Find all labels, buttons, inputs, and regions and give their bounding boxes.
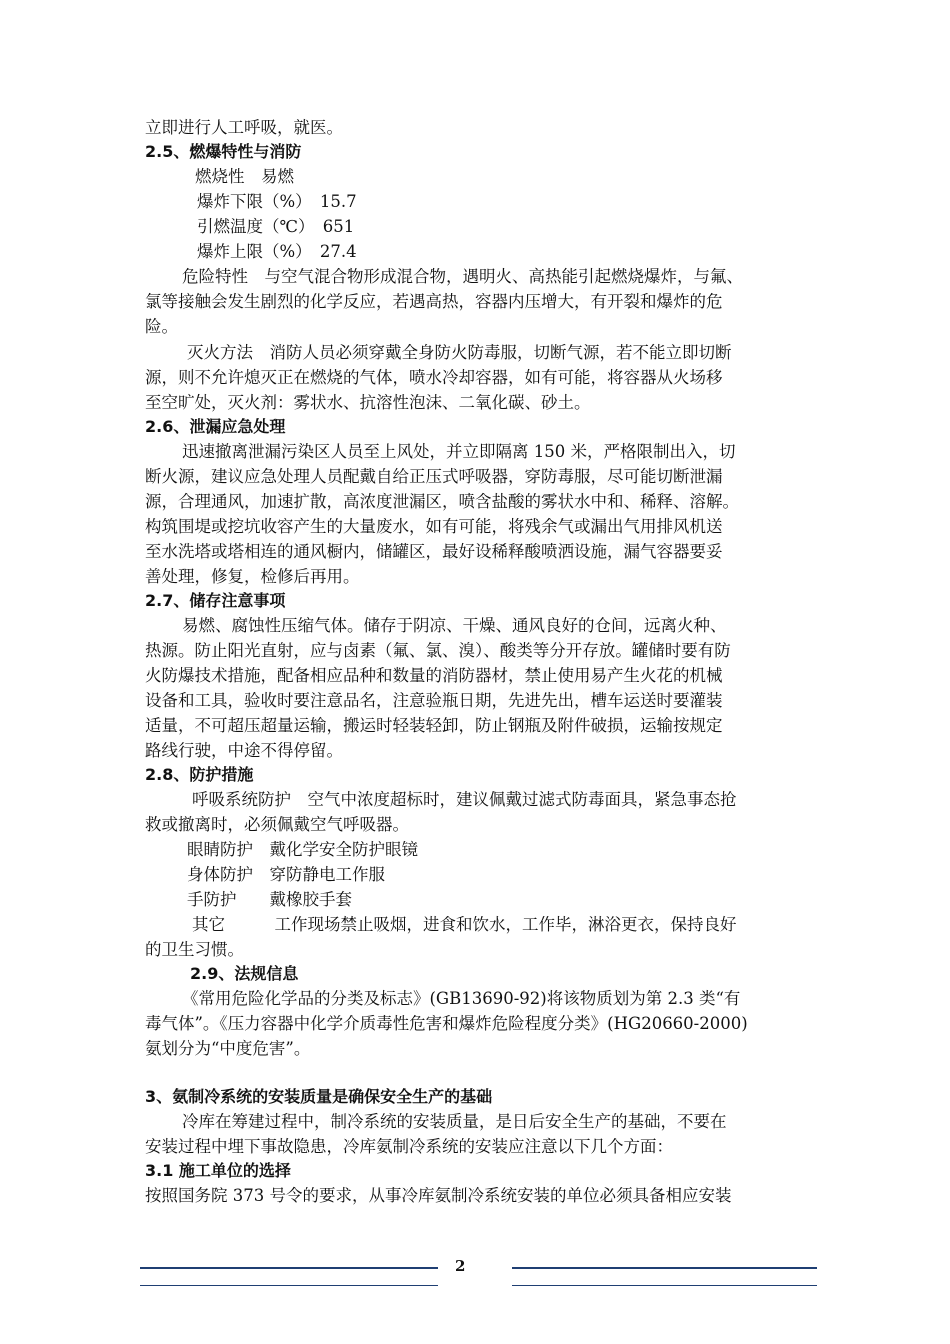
section-heading: 2.5、燃爆特性与消防 xyxy=(145,142,302,161)
text-line: 冷库在筹建过程中，制冷系统的安装质量，是日后安全生产的基础，不要在 xyxy=(182,1112,727,1131)
text-line: 按照国务院 373 号令的要求，从事冷库氨制冷系统安装的单位必须具备相应安装 xyxy=(145,1186,732,1205)
footer-rule-right-lower xyxy=(512,1285,817,1286)
text-line: 氨划分为“中度危害”。 xyxy=(145,1039,311,1058)
section-heading: 2.7、储存注意事项 xyxy=(145,591,286,610)
text-line: 救或撤离时，必须佩戴空气呼吸器。 xyxy=(145,815,409,834)
text-line: 险。 xyxy=(145,317,178,336)
text-line: 迅速撤离泄漏污染区人员至上风处，并立即隔离 150 米，严格限制出入，切 xyxy=(182,442,736,461)
text-line: 手防护 戴橡胶手套 xyxy=(187,890,352,909)
text-line: 《常用危险化学品的分类及标志》(GB13690-92)将该物质划为第 2.3 类“有 xyxy=(182,989,741,1008)
text-line: 燃烧性 易燃 xyxy=(195,167,294,186)
text-line: 至水洗塔或塔相连的通风橱内，储罐区，最好设稀释酸喷洒设施，漏气容器要妥 xyxy=(145,542,723,561)
chapter-heading: 3、氨制冷系统的安装质量是确保安全生产的基础 xyxy=(145,1087,493,1106)
text-line: 爆炸上限（%） 27.4 xyxy=(197,242,357,261)
text-line: 易燃、腐蚀性压缩气体。储存于阴凉、干燥、通风良好的仓间，远离火种、 xyxy=(182,616,727,635)
text-line: 危险特性 与空气混合物形成混合物，遇明火、高热能引起燃烧爆炸，与氟、 xyxy=(182,267,743,286)
section-heading: 3.1 施工单位的选择 xyxy=(145,1161,291,1180)
text-line: 眼睛防护 戴化学安全防护眼镜 xyxy=(187,840,418,859)
text-line: 立即进行人工呼吸，就医。 xyxy=(145,118,343,137)
text-line: 氯等接触会发生剧烈的化学反应，若遇高热，容器内压增大，有开裂和爆炸的危 xyxy=(145,292,723,311)
text-line: 安装过程中埋下事故隐患，冷库氨制冷系统的安装应注意以下几个方面： xyxy=(145,1137,673,1156)
section-heading: 2.8、防护措施 xyxy=(145,765,254,784)
text-line: 源，则不允许熄灭正在燃烧的气体，喷水冷却容器，如有可能，将容器从火场移 xyxy=(145,368,723,387)
footer-rule-left xyxy=(140,1267,438,1269)
text-line: 断火源，建议应急处理人员配戴自给正压式呼吸器，穿防毒服，尽可能切断泄漏 xyxy=(145,467,723,486)
text-line: 适量，不可超压超量运输，搬运时轻装轻卸，防止钢瓶及附件破损，运输按规定 xyxy=(145,716,723,735)
text-line: 构筑围堤或挖坑收容产生的大量废水，如有可能，将残余气或漏出气用排风机送 xyxy=(145,517,723,536)
text-line: 设备和工具，验收时要注意品名，注意验瓶日期，先进先出，槽车运送时要灌装 xyxy=(145,691,723,710)
text-line: 灭火方法 消防人员必须穿戴全身防火防毒服，切断气源，若不能立即切断 xyxy=(187,343,732,362)
text-line: 火防爆技术措施，配备相应品种和数量的消防器材，禁止使用易产生火花的机械 xyxy=(145,666,723,685)
text-line: 引燃温度（℃） 651 xyxy=(197,217,355,236)
text-line: 的卫生习惯。 xyxy=(145,940,244,959)
text-line: 其它 工作现场禁止吸烟，进食和饮水，工作毕，淋浴更衣，保持良好 xyxy=(192,915,737,934)
text-line: 毒气体”。《压力容器中化学介质毒性危害和爆炸危险程度分类》(HG20660-2000) xyxy=(145,1014,748,1033)
text-line: 源，合理通风，加速扩散，高浓度泄漏区，喷含盐酸的雾状水中和、稀释、溶解。 xyxy=(145,492,739,511)
text-line: 热源。防止阳光直射，应与卤素（氟、氯、溴）、酸类等分开存放。罐储时要有防 xyxy=(145,641,731,660)
section-heading: 2.9、法规信息 xyxy=(190,964,299,983)
text-line: 身体防护 穿防静电工作服 xyxy=(187,865,385,884)
text-line: 爆炸下限（%） 15.7 xyxy=(197,192,357,211)
text-line: 善处理，修复，检修后再用。 xyxy=(145,567,360,586)
text-line: 路线行驶，中途不得停留。 xyxy=(145,741,343,760)
section-heading: 2.6、泄漏应急处理 xyxy=(145,417,286,436)
footer-rule-right xyxy=(512,1267,817,1269)
footer-rule-left-lower xyxy=(140,1285,438,1286)
text-line: 至空旷处，灭火剂：雾状水、抗溶性泡沫、二氧化碳、砂土。 xyxy=(145,393,591,412)
page-number: 2 xyxy=(455,1257,466,1275)
text-line: 呼吸系统防护 空气中浓度超标时，建议佩戴过滤式防毒面具，紧急事态抢 xyxy=(192,790,737,809)
